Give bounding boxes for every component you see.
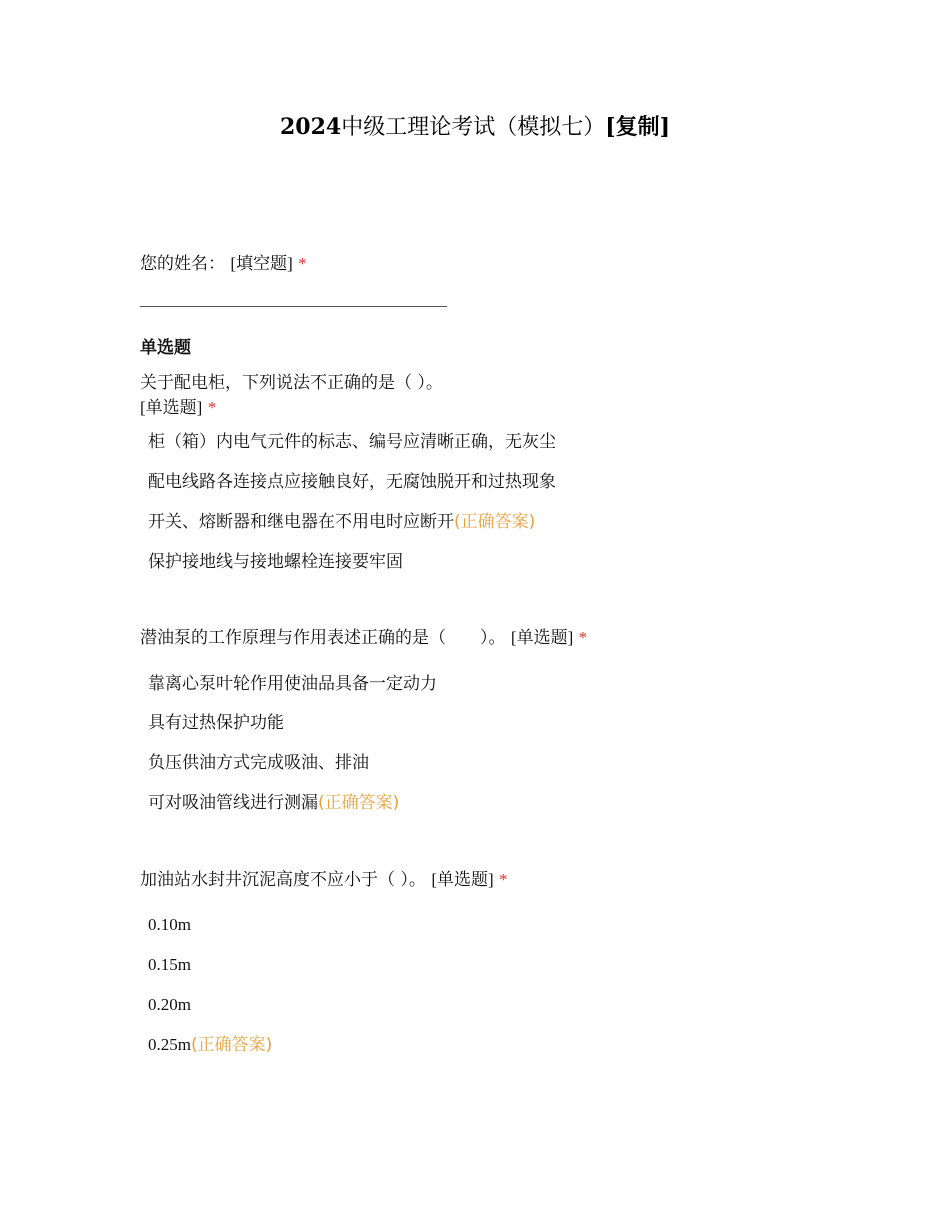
option-text: 配电线路各连接点应接触良好，无腐蚀脱开和过热现象 [148,472,556,492]
question-1-stem: 关于配电柜，下列说法不正确的是（ ）。 [140,373,443,393]
correct-answer-tag: (正确答案) [190,1035,273,1055]
question-2-text [140,626,587,650]
question-2-option-1[interactable] [148,672,437,696]
title-text: 中级工理论考试（模拟七） [341,115,606,140]
option-text: 保护接地线与接地螺栓连接要牢固 [148,552,403,572]
question-1-option-1[interactable] [148,430,556,454]
option-text: 可对吸油管线进行测漏 [148,793,318,813]
question-3-option-2[interactable] [148,953,191,977]
question-2-option-4[interactable] [148,791,399,815]
required-marker: * [578,628,588,647]
question-3-option-3[interactable] [148,993,191,1017]
copy-link[interactable]: [复制] [605,114,671,140]
section-title: 单选题 [140,338,191,358]
question-type-tag: [单选题] [140,398,203,417]
option-text: 具有过热保护功能 [148,713,284,733]
option-text: 0.25m [148,1035,191,1054]
option-text: 0.20m [148,995,191,1014]
name-question [140,252,307,276]
title-year: 2024 [279,114,342,140]
option-text: 开关、熔断器和继电器在不用电时应断开 [148,512,454,532]
question-2-option-3[interactable] [148,751,369,775]
option-text: 0.15m [148,955,191,974]
question-1-option-3[interactable] [148,510,535,534]
correct-answer-tag: (正确答案) [318,793,400,813]
question-1-option-2[interactable] [148,470,556,494]
name-answer-line[interactable] [140,306,447,307]
question-3-option-4[interactable] [148,1033,272,1057]
option-text: 负压供油方式完成吸油、排油 [148,753,369,773]
question-type-tag: [单选题] [431,870,494,889]
required-marker: * [499,870,508,889]
option-text: 靠离心泵叶轮作用使油品具备一定动力 [148,674,437,694]
required-marker: * [298,254,307,273]
question-2-stem: 潜油泵的工作原理与作用表述正确的是（ ）。 [140,628,506,648]
question-3-stem: 加油站水封井沉泥高度不应小于（ ）。 [140,870,426,890]
survey-title [0,110,950,141]
option-text: 0.10m [148,915,191,934]
question-2-option-2[interactable] [148,711,284,735]
question-1-option-4[interactable] [148,550,403,574]
question-3-text [140,868,508,892]
name-question-label: 您的姓名： [140,254,225,274]
question-3-option-1[interactable] [148,913,191,937]
question-type-tag: [单选题] [510,628,574,647]
option-text: 柜（箱）内电气元件的标志、编号应清晰正确，无灰尘 [148,432,556,452]
required-marker: * [207,398,217,417]
question-1-meta [140,396,216,420]
correct-answer-tag: (正确答案) [454,512,536,532]
question-type-tag: [填空题] [230,254,293,273]
question-1-text [140,371,443,395]
